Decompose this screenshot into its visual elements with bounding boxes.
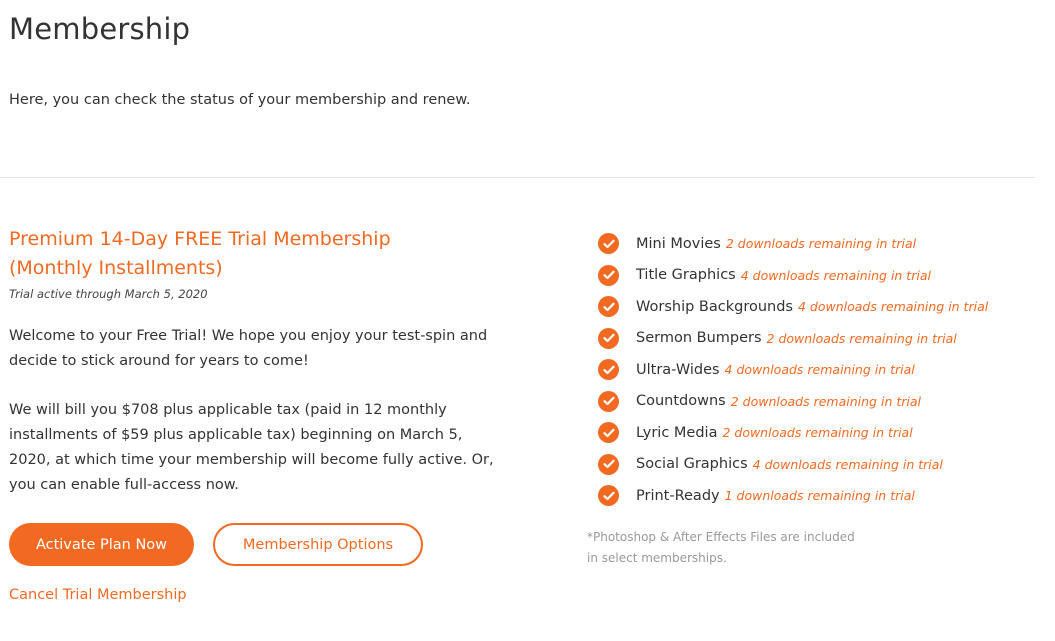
feature-remaining: 1 downloads remaining in trial: [724, 488, 915, 504]
plan-title: Premium 14-Day FREE Trial Membership (Monthly Installments): [9, 228, 391, 279]
welcome-paragraph: Welcome to your Free Trial! We hope you enjoy your test-spin and decide to stick around for years to come!: [9, 328, 488, 369]
feature-name: Worship Backgrounds: [636, 298, 793, 315]
feature-remaining: 2 downloads remaining in trial: [766, 330, 957, 346]
check-circle-icon: [598, 233, 619, 254]
feature-name: Print-Ready: [636, 487, 720, 504]
feature-name: Title Graphics: [636, 267, 736, 284]
feature-name: Lyric Media: [636, 424, 718, 441]
feature-remaining: 4 downloads remaining in trial: [752, 456, 943, 472]
feature-item: [598, 449, 1048, 481]
feature-remaining: 2 downloads remaining in trial: [730, 393, 921, 409]
feature-item: [598, 386, 1048, 418]
section-divider: [0, 177, 1035, 178]
feature-item: [598, 417, 1048, 449]
billing-paragraph: We will bill you $708 plus applicable tax (paid in 12 monthly installments of $59 plus applicable tax) beginning on March 5, 2020, at which time your membership will become fully active. Or, you can enable full-access now.: [9, 402, 494, 493]
feature-remaining: 4 downloads remaining in trial: [740, 267, 931, 283]
footnote: *Photoshop & After Effects Files are included in select memberships.: [587, 530, 855, 565]
trial-expiry-note: Trial active through March 5, 2020: [9, 287, 208, 301]
feature-list: [598, 228, 1048, 512]
check-circle-icon: [598, 359, 619, 380]
cancel-trial-link[interactable]: Cancel Trial Membership: [9, 587, 187, 603]
feature-remaining: 2 downloads remaining in trial: [725, 236, 917, 252]
feature-remaining: 4 downloads remaining in trial: [797, 299, 989, 315]
feature-item: [598, 260, 1048, 292]
feature-name: Countdowns: [636, 393, 726, 410]
activate-plan-button[interactable]: Activate Plan Now: [9, 523, 194, 566]
feature-name: Social Graphics: [636, 456, 748, 473]
feature-name: Sermon Bumpers: [636, 330, 762, 347]
feature-item: [598, 323, 1048, 355]
feature-name: Mini Movies: [636, 235, 721, 252]
feature-item: [598, 354, 1048, 386]
check-circle-icon: [598, 328, 619, 349]
check-circle-icon: [598, 265, 619, 286]
check-circle-icon: [598, 454, 619, 475]
page-intro: Here, you can check the status of your membership and renew.: [9, 92, 471, 108]
membership-options-button[interactable]: Membership Options: [213, 523, 423, 566]
feature-item: [598, 228, 1048, 260]
check-circle-icon: [598, 485, 619, 506]
check-circle-icon: [598, 296, 619, 317]
check-circle-icon: [598, 391, 619, 412]
check-circle-icon: [598, 422, 619, 443]
feature-remaining: 4 downloads remaining in trial: [724, 362, 915, 378]
feature-remaining: 2 downloads remaining in trial: [722, 425, 913, 441]
feature-item: [598, 480, 1048, 512]
feature-name: Ultra-Wides: [636, 361, 720, 378]
page-title: Membership: [9, 12, 191, 46]
feature-item: [598, 291, 1048, 323]
